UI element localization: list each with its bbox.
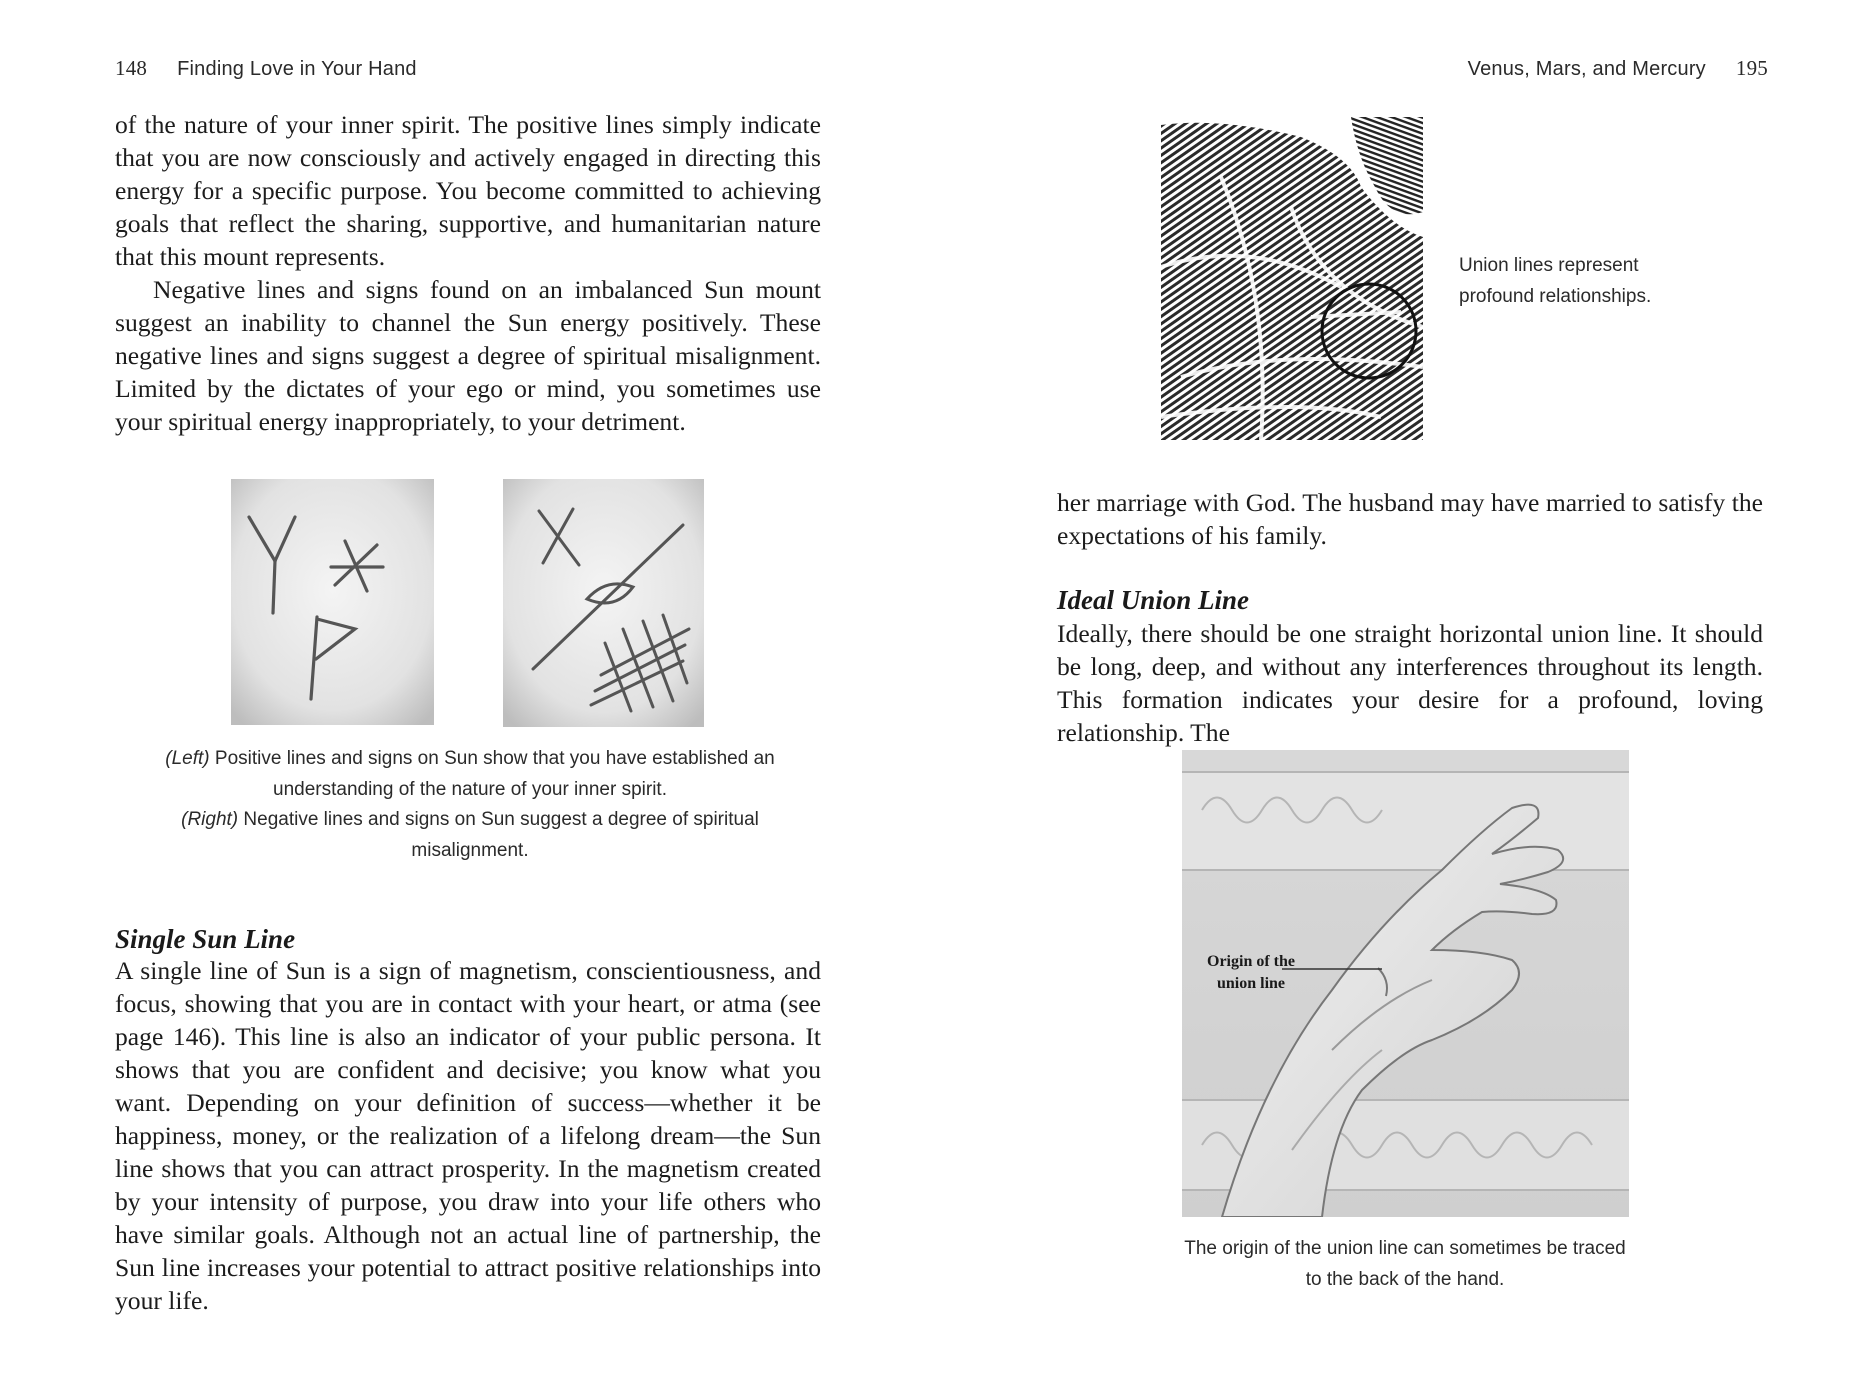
- left-running-title: Finding Love in Your Hand: [177, 58, 417, 80]
- left-bottom-text: [115, 954, 821, 1317]
- caption-left-tag: (Left): [165, 748, 210, 769]
- right-lower-text: [1057, 617, 1763, 749]
- hand-origin-label-line-2: union line: [1216, 975, 1286, 992]
- sun-figure-caption: [140, 744, 800, 866]
- single-sun-paragraph: A single line of Sun is a sign of magnetism, conscientiousness, and focus, showing that you are in contact with your heart, or atma (see page 146). This line is also an indicator of your public persona. It shows that you are confident and decisive; you know what you want. Depending on your definition of success—whether it be happiness, money, or the realization of a lifelong dream—the Sun line shows that you can attract prosperity. In the magnetism created by your intensity of purpose, you draw into your life others who have similar goals. Although not an actual line of partnership, the Sun line increases your potential to attract positive relationships into your life.: [115, 956, 821, 1315]
- caption-right-text: Negative lines and signs on Sun suggest a degree of spiritual misalignment.: [238, 809, 759, 861]
- ideal-union-paragraph: Ideally, there should be one straight horizontal union line. It should be long, deep, and without any interferences throughout its length. This formation indicates your desire for a profound, loving relationship. The: [1057, 619, 1763, 747]
- palm-print-caption-line-1: Union lines represent: [1459, 255, 1639, 276]
- hand-origin-label-line-1: Origin of the: [1207, 953, 1295, 970]
- left-paragraph-2: Negative lines and signs found on an imbalanced Sun mount suggest an inability to channel the Sun energy positively. These negative lines and signs suggest a degree of spiritual misalignment. Limited by the dictates of your ego or mind, you sometimes use your spiritual energy inappropriately, to your detriment.: [115, 275, 821, 436]
- caption-left-text: Positive lines and signs on Sun show that you have established an understanding of the nature of your inner spirit.: [209, 748, 775, 800]
- palm-print-caption-line-2: profound relationships.: [1459, 286, 1652, 307]
- right-running-title: Venus, Mars, and Mercury: [1467, 58, 1706, 80]
- left-paragraph-1: of the nature of your inner spirit. The positive lines simply indicate that you are now consciously and actively engaged in directing this energy for a specific purpose. You become committed to achieving goals that reflect the sharing, supportive, and humanitarian nature that this mount represents.: [115, 110, 821, 271]
- sun-signs-positive-illustration: [231, 479, 434, 725]
- left-top-text: [115, 108, 821, 438]
- sun-signs-negative-illustration: [503, 479, 704, 727]
- caption-right-tag: (Right): [181, 809, 239, 830]
- hand-figure-caption: The origin of the union line can sometimes be traced to the back of the hand.: [1184, 1238, 1626, 1290]
- right-mid-paragraph: her marriage with God. The husband may have married to satisfy the expectations of his family.: [1057, 488, 1763, 550]
- right-running-head: [1468, 56, 1768, 81]
- palm-print-caption: [1459, 250, 1719, 312]
- single-sun-line-heading: Single Sun Line: [115, 924, 296, 954]
- right-mid-text: [1057, 486, 1763, 552]
- left-folio: 148: [115, 56, 148, 80]
- left-running-head: [115, 56, 417, 81]
- right-folio: 195: [1735, 56, 1768, 80]
- hand-origin-label: [1196, 951, 1306, 995]
- ideal-union-line-heading: Ideal Union Line: [1057, 585, 1250, 615]
- palm-print-image: [1161, 117, 1423, 440]
